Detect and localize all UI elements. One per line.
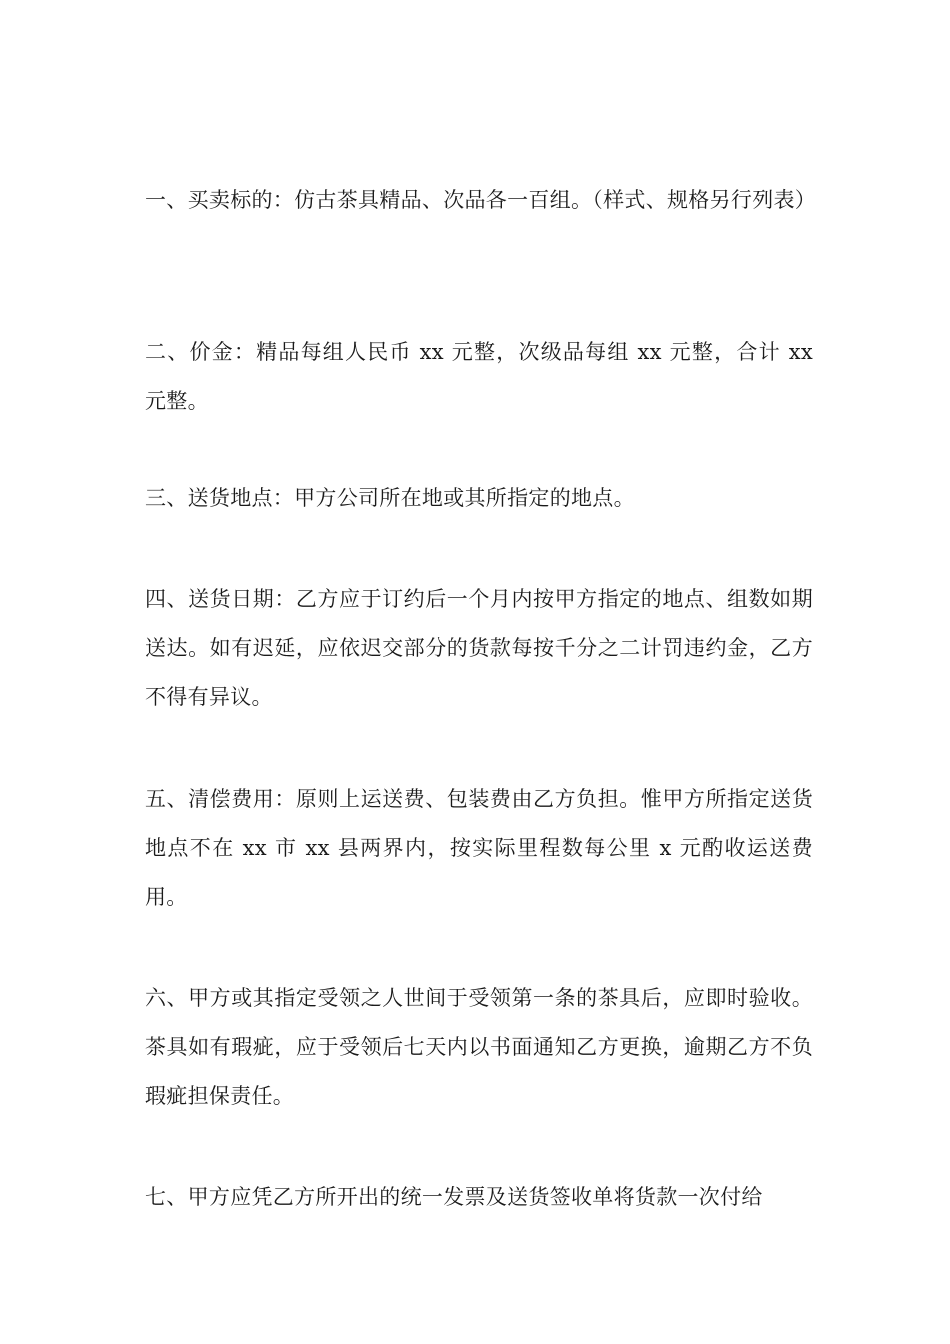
clause-5-expenses: 五、清偿费用：原则上运送费、包装费由乙方负担。惟甲方所指定送货地点不在 xx 市 xx 县两界内，按实际里程数每公里 x 元酌收运送费用。 <box>145 787 813 909</box>
clause-1-subject-matter: 一、买卖标的：仿古茶具精品、次品各一百组。（样式、规格另行列表） <box>145 188 817 212</box>
clause-6-inspection: 六、甲方或其指定受领之人世间于受领第一条的茶具后，应即时验收。茶具如有瑕疵，应于受领后七天内以书面通知乙方更换，逾期乙方不负瑕疵担保责任。 <box>145 986 813 1108</box>
clause-3-delivery-location: 三、送货地点：甲方公司所在地或其所指定的地点。 <box>145 486 635 510</box>
clause-4-delivery-date: 四、送货日期：乙方应于订约后一个月内按甲方指定的地点、组数如期送达。如有迟延，应依迟交部分的货款每按千分之二计罚违约金，乙方不得有异议。 <box>145 587 813 709</box>
clause-7-payment: 七、甲方应凭乙方所开出的统一发票及送货签收单将货款一次付给 <box>145 1185 763 1209</box>
clause-2-price: 二、价金：精品每组人民币 xx 元整，次级品每组 xx 元整，合计 xx 元整。 <box>145 340 813 413</box>
